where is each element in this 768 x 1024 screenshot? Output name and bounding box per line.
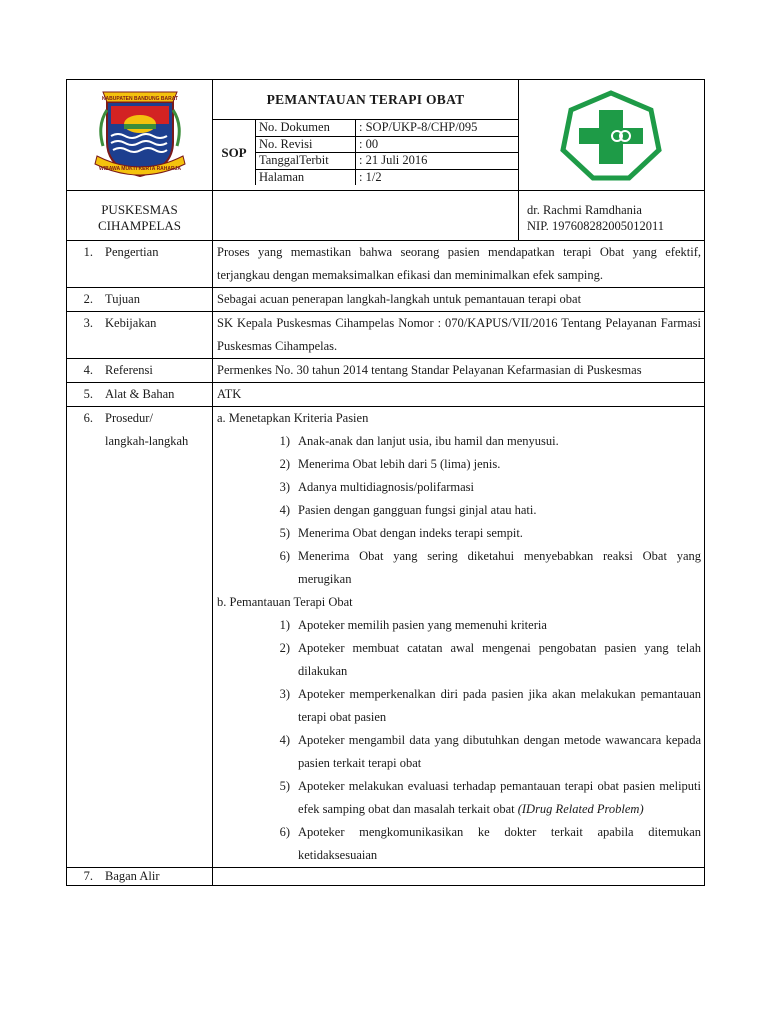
item-number: 5) [279,526,290,540]
document-meta [213,120,518,185]
item-number: 1) [279,618,290,632]
section-content [213,359,705,383]
meta-key: No. Revisi [256,137,356,153]
section-row [67,407,705,868]
meta-key: Halaman [256,170,356,186]
right-logo-cell [519,80,705,191]
section-text: SK Kepala Puskesmas Cihampelas Nomor : 070/KAPUS/VII/2016 Tentang Pelayanan Farmasi Puskesmas Cihampelas. [217,316,701,353]
item-text [298,775,701,821]
sop-label: SOP [213,120,256,185]
list-item [217,453,701,476]
list-item [217,522,701,545]
procedure-b-title: b. Pemantauan Terapi Obat [217,595,353,609]
meta-row-dokumen [256,120,518,137]
item-text: Menerima Obat lebih dari 5 (lima) jenis. [298,457,501,471]
list-item [217,476,701,499]
section-label: Alat & Bahan [105,387,175,401]
section-row [67,383,705,407]
section-number: 3. [83,316,93,330]
section-row [67,312,705,359]
list-item [217,775,701,821]
section-label-cell [67,288,213,312]
section-number: 5. [83,387,93,401]
section-number: 7. [83,869,93,883]
meta-key: No. Dokumen [256,120,356,136]
org-line1: PUSKESMAS [101,202,178,217]
section-label-cell [67,868,213,886]
item-text: Apoteker mengkomunikasikan ke dokter terkait apabila ditemukan ketidaksesuaian [298,825,701,862]
item-number: 1) [279,434,290,448]
sop-document [66,79,704,886]
item-number: 2) [279,457,290,471]
meta-value: : 21 Juli 2016 [359,153,428,167]
item-number: 4) [279,503,290,517]
sop-table [66,79,705,886]
list-item [217,430,701,453]
item-text: Apoteker memperkenalkan diri pada pasien jika akan melakukan pemantauan terapi obat pasien [298,687,701,724]
document-title: PEMANTAUAN TERAPI OBAT [213,80,518,120]
organization-cell [67,191,213,241]
section-number: 4. [83,363,93,377]
section-label: Tujuan [105,292,140,306]
list-item [217,683,701,729]
meta-value: : 00 [359,136,379,151]
item-text: Menerima Obat yang sering diketahui menyebabkan reaksi Obat yang merugikan [298,549,701,586]
section-label-cell [67,312,213,359]
item-number: 3) [279,480,290,494]
section-label: Referensi [105,363,153,377]
item-text: Menerima Obat dengan indeks terapi sempit. [298,526,523,540]
procedure-b-list [217,614,701,867]
section-label-cont: langkah-langkah [105,434,189,448]
list-item [217,637,701,683]
section-row [67,241,705,288]
section-label: Kebijakan [105,316,157,330]
section-label: Pengertian [105,245,159,259]
item-text-main: Apoteker melakukan evaluasi terhadap pemantauan terapi obat pasien meliputi efek samping obat dan masalah terkait obat [298,779,701,816]
item-text: Apoteker membuat catatan awal mengenai pengobatan pasien yang telah dilakukan [298,641,701,678]
item-number: 6) [279,549,290,563]
item-number: 2) [279,641,290,655]
list-item [217,821,701,867]
section-label: Prosedur/ [105,411,153,425]
puskesmas-cross-icon [519,80,703,185]
signature-space [213,191,519,241]
item-text-italic: (IDrug Related Problem) [517,802,644,816]
section-text: Permenkes No. 30 tahun 2014 tentang Standar Pelayanan Kefarmasian di Puskesmas [217,363,642,377]
meta-row-tanggal [256,153,518,170]
section-row [67,359,705,383]
section-number: 6. [83,411,93,425]
item-number: 3) [279,687,290,701]
section-number: 2. [83,292,93,306]
section-content [213,241,705,288]
section-content [213,868,705,886]
procedure-content [213,407,705,868]
section-label-cell [67,241,213,288]
item-text: Pasien dengan gangguan fungsi ginjal atau hati. [298,503,537,517]
meta-value: : SOP/UKP-8/CHP/095 [359,120,478,134]
meta-table [256,120,518,185]
list-item [217,545,701,591]
list-item [217,614,701,637]
item-number: 4) [279,733,290,747]
procedure-a-title: a. Menetapkan Kriteria Pasien [217,411,369,425]
item-text: Adanya multidiagnosis/polifarmasi [298,480,475,494]
signatory-cell [519,191,705,241]
section-label-cell [67,407,213,868]
org-line2: CIHAMPELAS [97,218,182,233]
procedure-a-list [217,430,701,591]
left-logo-cell [67,80,213,191]
section-content [213,312,705,359]
list-item [217,729,701,775]
section-text: Sebagai acuan penerapan langkah-langkah untuk pemantauan terapi obat [217,292,582,306]
logo-motto-text: WIBAWA MUKTI KERTA RAHARJA [98,166,182,172]
signatory-nip: NIP. 197608282005012011 [527,219,665,233]
kabupaten-bandung-barat-logo [67,80,213,185]
section-label: Bagan Alir [105,869,160,883]
meta-row-revisi [256,137,518,154]
item-text: Apoteker mengambil data yang dibutuhkan dengan metode wawancara kepada pasien terkait terapi obat [298,733,701,770]
section-row [67,868,705,886]
meta-key: TanggalTerbit [256,153,356,169]
signatory-name: dr. Rachmi Ramdhania [527,203,642,217]
title-cell [213,80,519,191]
section-content [213,383,705,407]
section-text: ATK [217,387,242,401]
section-text: Proses yang memastikan bahwa seorang pasien mendapatkan terapi Obat yang efektif, terjangkau dengan memaksimalkan efikasi dan meminimalkan efek samping. [217,245,701,282]
section-label-cell [67,383,213,407]
list-item [217,499,701,522]
meta-row-halaman [256,170,518,186]
section-content [213,288,705,312]
meta-value: : 1/2 [359,169,382,184]
item-text: Anak-anak dan lanjut usia, ibu hamil dan menyusui. [298,434,559,448]
item-number: 6) [279,825,290,839]
item-text: Apoteker memilih pasien yang memenuhi kriteria [298,618,547,632]
item-number: 5) [279,779,290,793]
logo-banner-text: KABUPATEN BANDUNG BARAT [101,96,179,102]
section-row [67,288,705,312]
section-label-cell [67,359,213,383]
section-number: 1. [83,245,93,259]
